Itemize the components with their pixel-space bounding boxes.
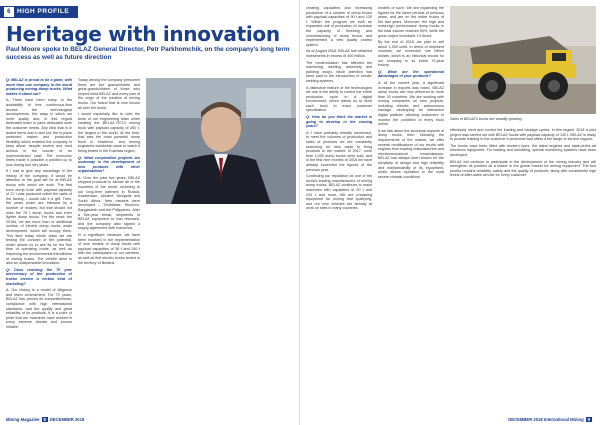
- right-footer-date: DECEMBER 2018: [508, 417, 543, 422]
- body-paragraph: Today among the company personnel there are the grandchildren and great-grandchildren of those who helped build BELAZ and every part of the origin of the creation of mining trucks. Our brand that is now known all over the world.: [78, 78, 140, 110]
- section-banner: [0, 6, 78, 18]
- right-page-number: 9: [587, 417, 590, 422]
- right-footer: [508, 417, 594, 422]
- body-paragraph: creating capacities and increasing production of a number of dump trucks with payload capacities of 90 t and 130 t. Within the program we built an expanded unit of production to increase the capacity of finishing and commissioning of dump trucks, and implemented a new quality control system.: [306, 6, 372, 47]
- right-column-3: [450, 128, 596, 410]
- section-number: 6: [4, 7, 14, 17]
- portrait-photo: [146, 78, 296, 204]
- body-paragraph: A: There have been many. In the availability of free continuous-flow access, the technological developments, the ways in which we meet quality and, in this regard dedicated team in parts dedicated work the customer needs. Any idea that is in tested forms and in and out; the in place protected makes and production flexibility which enabled the company to keep afloat, despite severe and hard actions in the course of an unprecedented past. The economic times made it possible a position up to now during four key years.: [6, 98, 72, 167]
- body-paragraph: models of such. We are expanding the figures for the same periods of previous years, and are on the entire trucks of the last years. Moreover, the high and extra-high performance dump trucks in the total volume reached 50%, while the gross output increased 1.5 times.: [378, 6, 444, 38]
- body-paragraph: A distinctive feature of the technologies we use is the ability to control the entire production cycle in a digital environment, which allows us to build each truck to exact customer specification.: [306, 85, 372, 113]
- body-paragraph: If we talk about the structural aspects of dump trucks, then, following the requirements of the market, we offer several modifications of our trucks with engines from leading manufacturers and electromechanical transmissions. BELAZ has always been known for the simplicity of design and high reliability and maintainability of its equipment, which allows operation in the most severe climatic conditions.: [378, 128, 444, 179]
- left-footer-publication: Mining Magazine: [6, 417, 40, 422]
- left-page-number: 8: [43, 417, 46, 422]
- standfirst: Paul Moore spoke to BELAZ General Director, Petr Parkhomchik, on the company’s long term success as well as future direction: [6, 46, 290, 61]
- body-paragraph: I would especially like to note the work of our engineering team when creating the BELAZ-75710 mining truck with payload capacity of 450 t, the largest in the world. At the time, that was the most powerful dump truck in existence, and mining engineers worldwide came to watch it being tested in the Kuzbass region.: [78, 112, 140, 153]
- section-label: HIGH PROFILE: [17, 8, 70, 15]
- body-paragraph: A: Over the past five years, BELAZ shipped products to almost all of the countries of the world, including to our long-term partners in Russia, Kazakhstan, Ukraine, Mongolia and South Africa. New markets were developed – Zimbabwe, Morocco, Bangladesh and the Philippines. After a five-year break, shipments of BELAZ equipment to Iran resumed, and the company also signed a supply agreement with Indonesia.: [78, 175, 140, 231]
- truck-photo-caption: Sales of BELAZ’s trucks are steadily growing: [450, 117, 522, 121]
- body-paragraph: BELAZ will continue to participate in the development of the mining industry and will strengthen its position as a leader in the global market for mining equipment. The first priority remains reliability, safety and the quality of products, along with consistently high levels of after-sales service for every customer.: [450, 159, 596, 178]
- body-paragraph: Continuing our reputation as one of the world’s leading manufacturers of mining dump trucks, BELAZ continues to make machines with capacities of 90 t and 220 t and more. We are preparing equipment for mining and quarrying, and our new vehicles are already at work on sites in many countries.: [306, 174, 372, 211]
- interview-question: Q: BELAZ is proud to be a giant, with more than one company in the world producing mining dump trucks. What makes it stand out?: [6, 78, 72, 96]
- left-column-2: [78, 78, 140, 408]
- left-footer-date: DECEMBER 2018: [49, 417, 85, 422]
- right-column-1: [306, 6, 372, 410]
- right-footer-publication: International Mining: [543, 417, 584, 422]
- headline: Heritage with innovation: [6, 22, 280, 46]
- interview-question: Q: Does reaching the 70 year anniversary of the production of trucks involve a certain kind of marketing?: [6, 267, 72, 286]
- interview-question: Q: What cooperation projects are underway in the development of new products with other organisations?: [78, 155, 140, 174]
- body-paragraph: By the end of 2018, we plan to sell about 1,000 units. In terms of shipment volumes, we exceeded one billion dollars, which is an historical record for our company in its entire 70-year history.: [378, 40, 444, 68]
- portrait-illustration: [146, 78, 296, 204]
- body-paragraph: A: I have probably already mentioned, to meet the volumes of production and sales of products we are constantly searching for new ways to bring products to the market. In 2017, more than 1,000 dump trucks were sold, and in the first nine months of 2018 we have already exceeded the figures of the previous year.: [306, 130, 372, 172]
- right-page: [300, 0, 600, 425]
- left-column-1: [6, 78, 72, 408]
- body-paragraph: A: At the current year, a significant increase in exports was noted. BELAZ dump trucks are now delivered to more than 20 countries. We are working with mining companies on new projects, including electric and autonomous haulage, developing an interactive digital platform allowing customers to monitor the condition of every truck online.: [378, 80, 444, 127]
- body-paragraph: A: Our history is a model of diligence and team commitment. For 70 years, BELAZ has proved its competitiveness, compliance with high international standards, and the quality and great reliability of its products. It is a point of pride that our machines have worked in every extreme climate and proven reliable.: [6, 288, 72, 329]
- body-paragraph: In a significant measure, we have been involved in the implementation of new models of dump trucks with payload capacities of 36 t and 240 t with the participation of our partners, as well as first electric trucks tested in the territory of Belarus.: [78, 233, 140, 265]
- body-paragraph: As of August 2018, BELAZ has obtained investments in excess of 300 million.: [306, 49, 372, 58]
- dump-truck-illustration: [450, 6, 596, 114]
- left-footer: [6, 417, 84, 422]
- body-paragraph: If I had to give any advantage in the history of the company, it would be attention to the goal set for at BELAZ trucks with which we work. The first such dump truck with payload capacity of 27 t was produced within the walls of the factory. I would call it a gift. Then, the years which are followed by a number of models, but that should not miss the 75 t dump trucks and even lighter dump trucks. For the most: the 2015s, we are more than or additional number of electric dump trucks under development, which will occupy them. This time today whole class we are testing the concept of the potential, which allows us to see its for the first time of operating mode, as well as improving the environmental friendliness of mining trucks. The vehicle drive is also an indispensable innovation.: [6, 169, 72, 266]
- body-paragraph: The modernisation has affected the machining, welding, assembly and painting shops. Much attention has been paid to the introduction of robotic welding systems.: [306, 60, 372, 83]
- body-paragraph: The trucks have been fitted with modern tyres, the latest engines and state-of-the-art electronic equipment. For loading and unloading, special monitoring systems have been developed.: [450, 143, 596, 157]
- dump-truck-photo: [450, 6, 596, 114]
- right-column-2: [378, 6, 444, 410]
- body-paragraph: effectively meet and control the loading and haulage cycles. In this regard, 2018 a pilot project was carried out with BELAZ trucks with payload capacity of 130 t. BELAZ is ready to provide training to the customer’s personnel and offers a full range of service support.: [450, 128, 596, 142]
- interview-question: Q: How do you think the market is going to develop in the coming years?: [306, 115, 372, 129]
- interview-question: Q: What are the operational advantages of your products?: [378, 69, 444, 79]
